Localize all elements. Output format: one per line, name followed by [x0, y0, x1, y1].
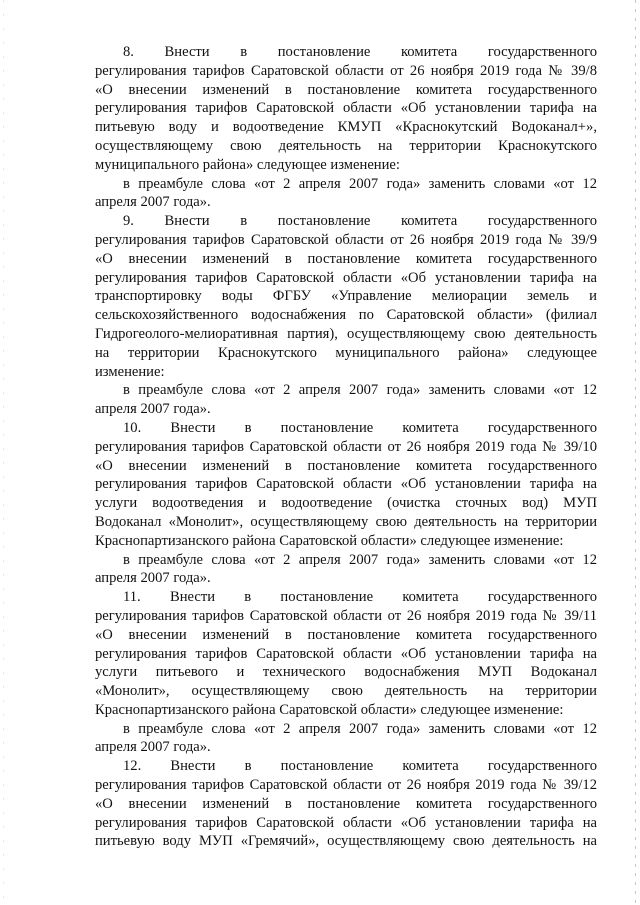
document-line: регулирования тарифов Саратовской области «Об установлении тарифа на	[95, 476, 597, 493]
document-line: 9. Внести в постановление комитета государственного	[123, 213, 597, 230]
document-line: «О внесении изменений в постановление комитета государственного	[95, 626, 597, 643]
document-line: регулирования тарифов Саратовской области от 26 ноября 2019 года № 39/11	[95, 607, 597, 624]
document-line: апреля 2007 года».	[95, 401, 211, 418]
document-line: муниципального района» следующее изменение:	[95, 156, 400, 173]
document-line: «О внесении изменений в постановление комитета государственного	[95, 795, 597, 812]
scan-edge-right	[635, 0, 636, 905]
document-line: регулирования тарифов Саратовской области «Об установлении тарифа на	[95, 100, 597, 117]
document-line: апреля 2007 года».	[95, 194, 211, 211]
document-line: сельскохозяйственного водоснабжения по Саратовской области» (филиал	[95, 307, 597, 324]
document-line: регулирования тарифов Саратовской области «Об установлении тарифа на	[95, 814, 597, 831]
document-line: 12. Внести в постановление комитета государственного	[123, 758, 597, 775]
document-line: Краснопартизанского района Саратовской области» следующее изменение:	[95, 701, 564, 718]
document-line: транспортировку воды ФГБУ «Управление мелиорации земель и	[95, 288, 597, 305]
document-line: апреля 2007 года».	[95, 570, 211, 587]
document-line: Краснопартизанского района Саратовской области» следующее изменение:	[95, 532, 564, 549]
document-line: услуги питьевого и технического водоснабжения МУП Водоканал	[95, 664, 597, 681]
document-line: Гидрогеолого-мелиоративная партия), осуществляющему свою деятельность	[95, 325, 597, 342]
document-line: питьевую воду МУП «Гремячий», осуществляющему свою деятельность на	[95, 833, 597, 850]
document-line: «Монолит», осуществляющему свою деятельность на территории	[95, 683, 597, 700]
document-line: в преамбуле слова «от 2 апреля 2007 года» заменить словами «от 12	[123, 720, 597, 737]
document-line: 10. Внести в постановление комитета государственного	[123, 419, 597, 436]
document-line: «О внесении изменений в постановление комитета государственного	[95, 250, 597, 267]
document-line: «О внесении изменений в постановление комитета государственного	[95, 457, 597, 474]
document-line: осуществляющему свою деятельность на территории Краснокутского	[95, 137, 597, 154]
document-line: регулирования тарифов Саратовской области от 26 ноября 2019 года № 39/9	[95, 231, 597, 248]
document-line: в преамбуле слова «от 2 апреля 2007 года» заменить словами «от 12	[123, 382, 597, 399]
document-line: регулирования тарифов Саратовской области от 26 ноября 2019 года № 39/10	[95, 438, 597, 455]
document-line: регулирования тарифов Саратовской области от 26 ноября 2019 года № 39/12	[95, 777, 597, 794]
document-line: регулирования тарифов Саратовской области от 26 ноября 2019 года № 39/8	[95, 62, 597, 79]
document-body	[95, 43, 597, 851]
document-line: апреля 2007 года».	[95, 739, 211, 756]
document-line: на территории Краснокутского муниципального района» следующее	[95, 344, 597, 361]
document-line: регулирования тарифов Саратовской области «Об установлении тарифа на	[95, 269, 597, 286]
document-line: регулирования тарифов Саратовской области «Об установлении тарифа на	[95, 645, 597, 662]
document-line: питьевую воду и водоотведение КМУП «Краснокутский Водоканал+»,	[95, 119, 597, 136]
scan-edge-left	[3, 0, 4, 905]
document-line: 11. Внести в постановление комитета государственного	[123, 589, 597, 606]
document-line: «О внесении изменений в постановление комитета государственного	[95, 81, 597, 98]
document-line: услуги водоотведения и водоотведение (очистка сточных вод) МУП	[95, 495, 597, 512]
document-line: Водоканал «Монолит», осуществляющему свою деятельность на территории	[95, 513, 597, 530]
document-line: 8. Внести в постановление комитета государственного	[123, 44, 597, 60]
document-line: изменение:	[95, 363, 165, 380]
document-line: в преамбуле слова «от 2 апреля 2007 года» заменить словами «от 12	[123, 175, 597, 192]
document-line: в преамбуле слова «от 2 апреля 2007 года» заменить словами «от 12	[123, 551, 597, 568]
